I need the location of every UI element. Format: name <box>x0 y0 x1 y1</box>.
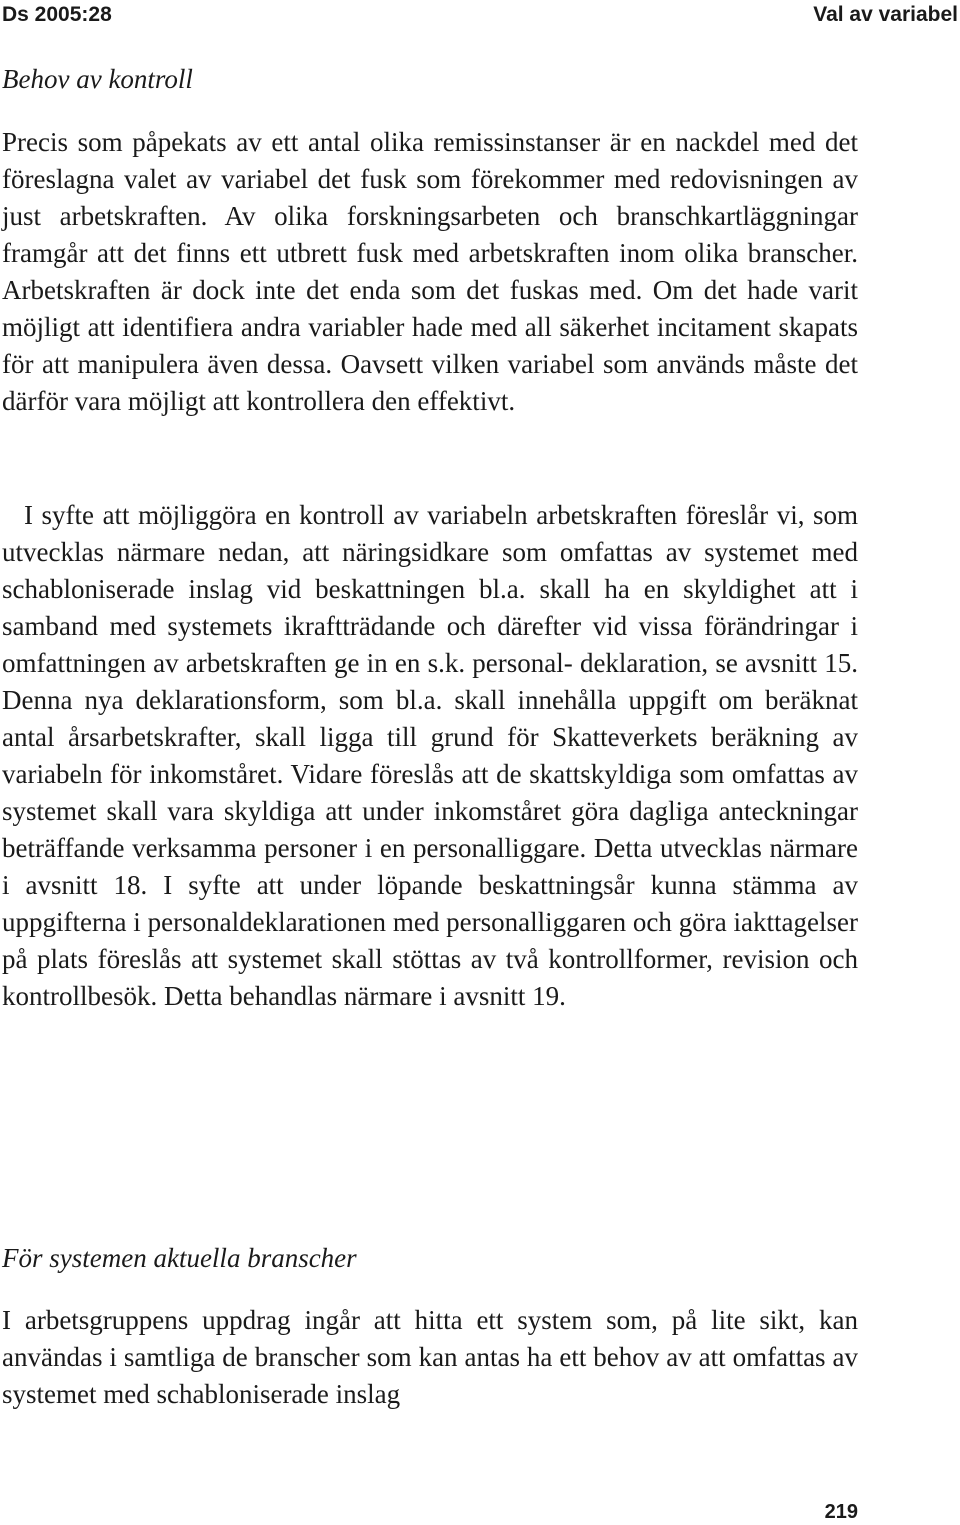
section-heading-behov-av-kontroll: Behov av kontroll <box>2 64 193 94</box>
body-paragraph: Precis som påpekats av ett antal olika remissinstanser är en nackdel med det föreslagna valet av variabel det fusk som förekommer med redovisningen av just arbetskraften. Av olika forskningsarbeten och branschkartläggningar framgår att det finns ett utbrett fusk med arbetskraften inom olika branscher. Arbetskraften är dock inte det enda som det fuskas med. Om det hade varit möjligt att identifiera andra variabler hade med all säkerhet incitament skapats för att manipulera även dessa. Oavsett vilken variabel som används måste det därför vara möjligt att kontrollera den effektivt. <box>2 127 858 416</box>
page-number: 219 <box>824 1501 858 1523</box>
running-header-chapter: Val av variabel <box>813 3 958 26</box>
running-header-doc-id: Ds 2005:28 <box>2 3 112 26</box>
body-paragraph: I arbetsgruppens uppdrag ingår att hitta ett system som, på lite sikt, kan användas i samtliga de branscher som kan antas ha ett behov av att omfattas av systemet med schabloniserade inslag <box>2 1305 858 1409</box>
section-heading-aktuella-branscher: För systemen aktuella branscher <box>2 1243 357 1273</box>
body-paragraph: I syfte att möjliggöra en kontroll av variabeln arbetskraften föreslår vi, som utvecklas närmare nedan, att näringsidkare som omfattas av systemet med schabloniserade inslag vid beskattningen bl.a. skall ha en skyldighet att i samband med systemets ikraftträdande och därefter vid vissa förändringar i omfattningen av arbetskraften ge in en s.k. personal- deklaration, se avsnitt 15. Denna nya deklarationsform, som bl.a. skall innehålla uppgift om beräknat antal årsarbetskrafter, skall ligga till grund för Skatteverkets beräkning av variabeln för inkomståret. Vidare föreslås att de skattskyldiga som omfattas av systemet skall vara skyldiga att under inkomståret göra dagliga anteckningar beträffande verksamma personer i en personalliggare. Detta utvecklas närmare i avsnitt 18. I syfte att under löpande beskattningsår kunna stämma av uppgifterna i personaldeklarationen med personalliggaren och göra iakttagelser på plats föreslås att systemet skall stöttas av två kontrollformer, revision och kontrollbesök. Detta behandlas närmare i avsnitt 19. <box>2 500 858 1011</box>
